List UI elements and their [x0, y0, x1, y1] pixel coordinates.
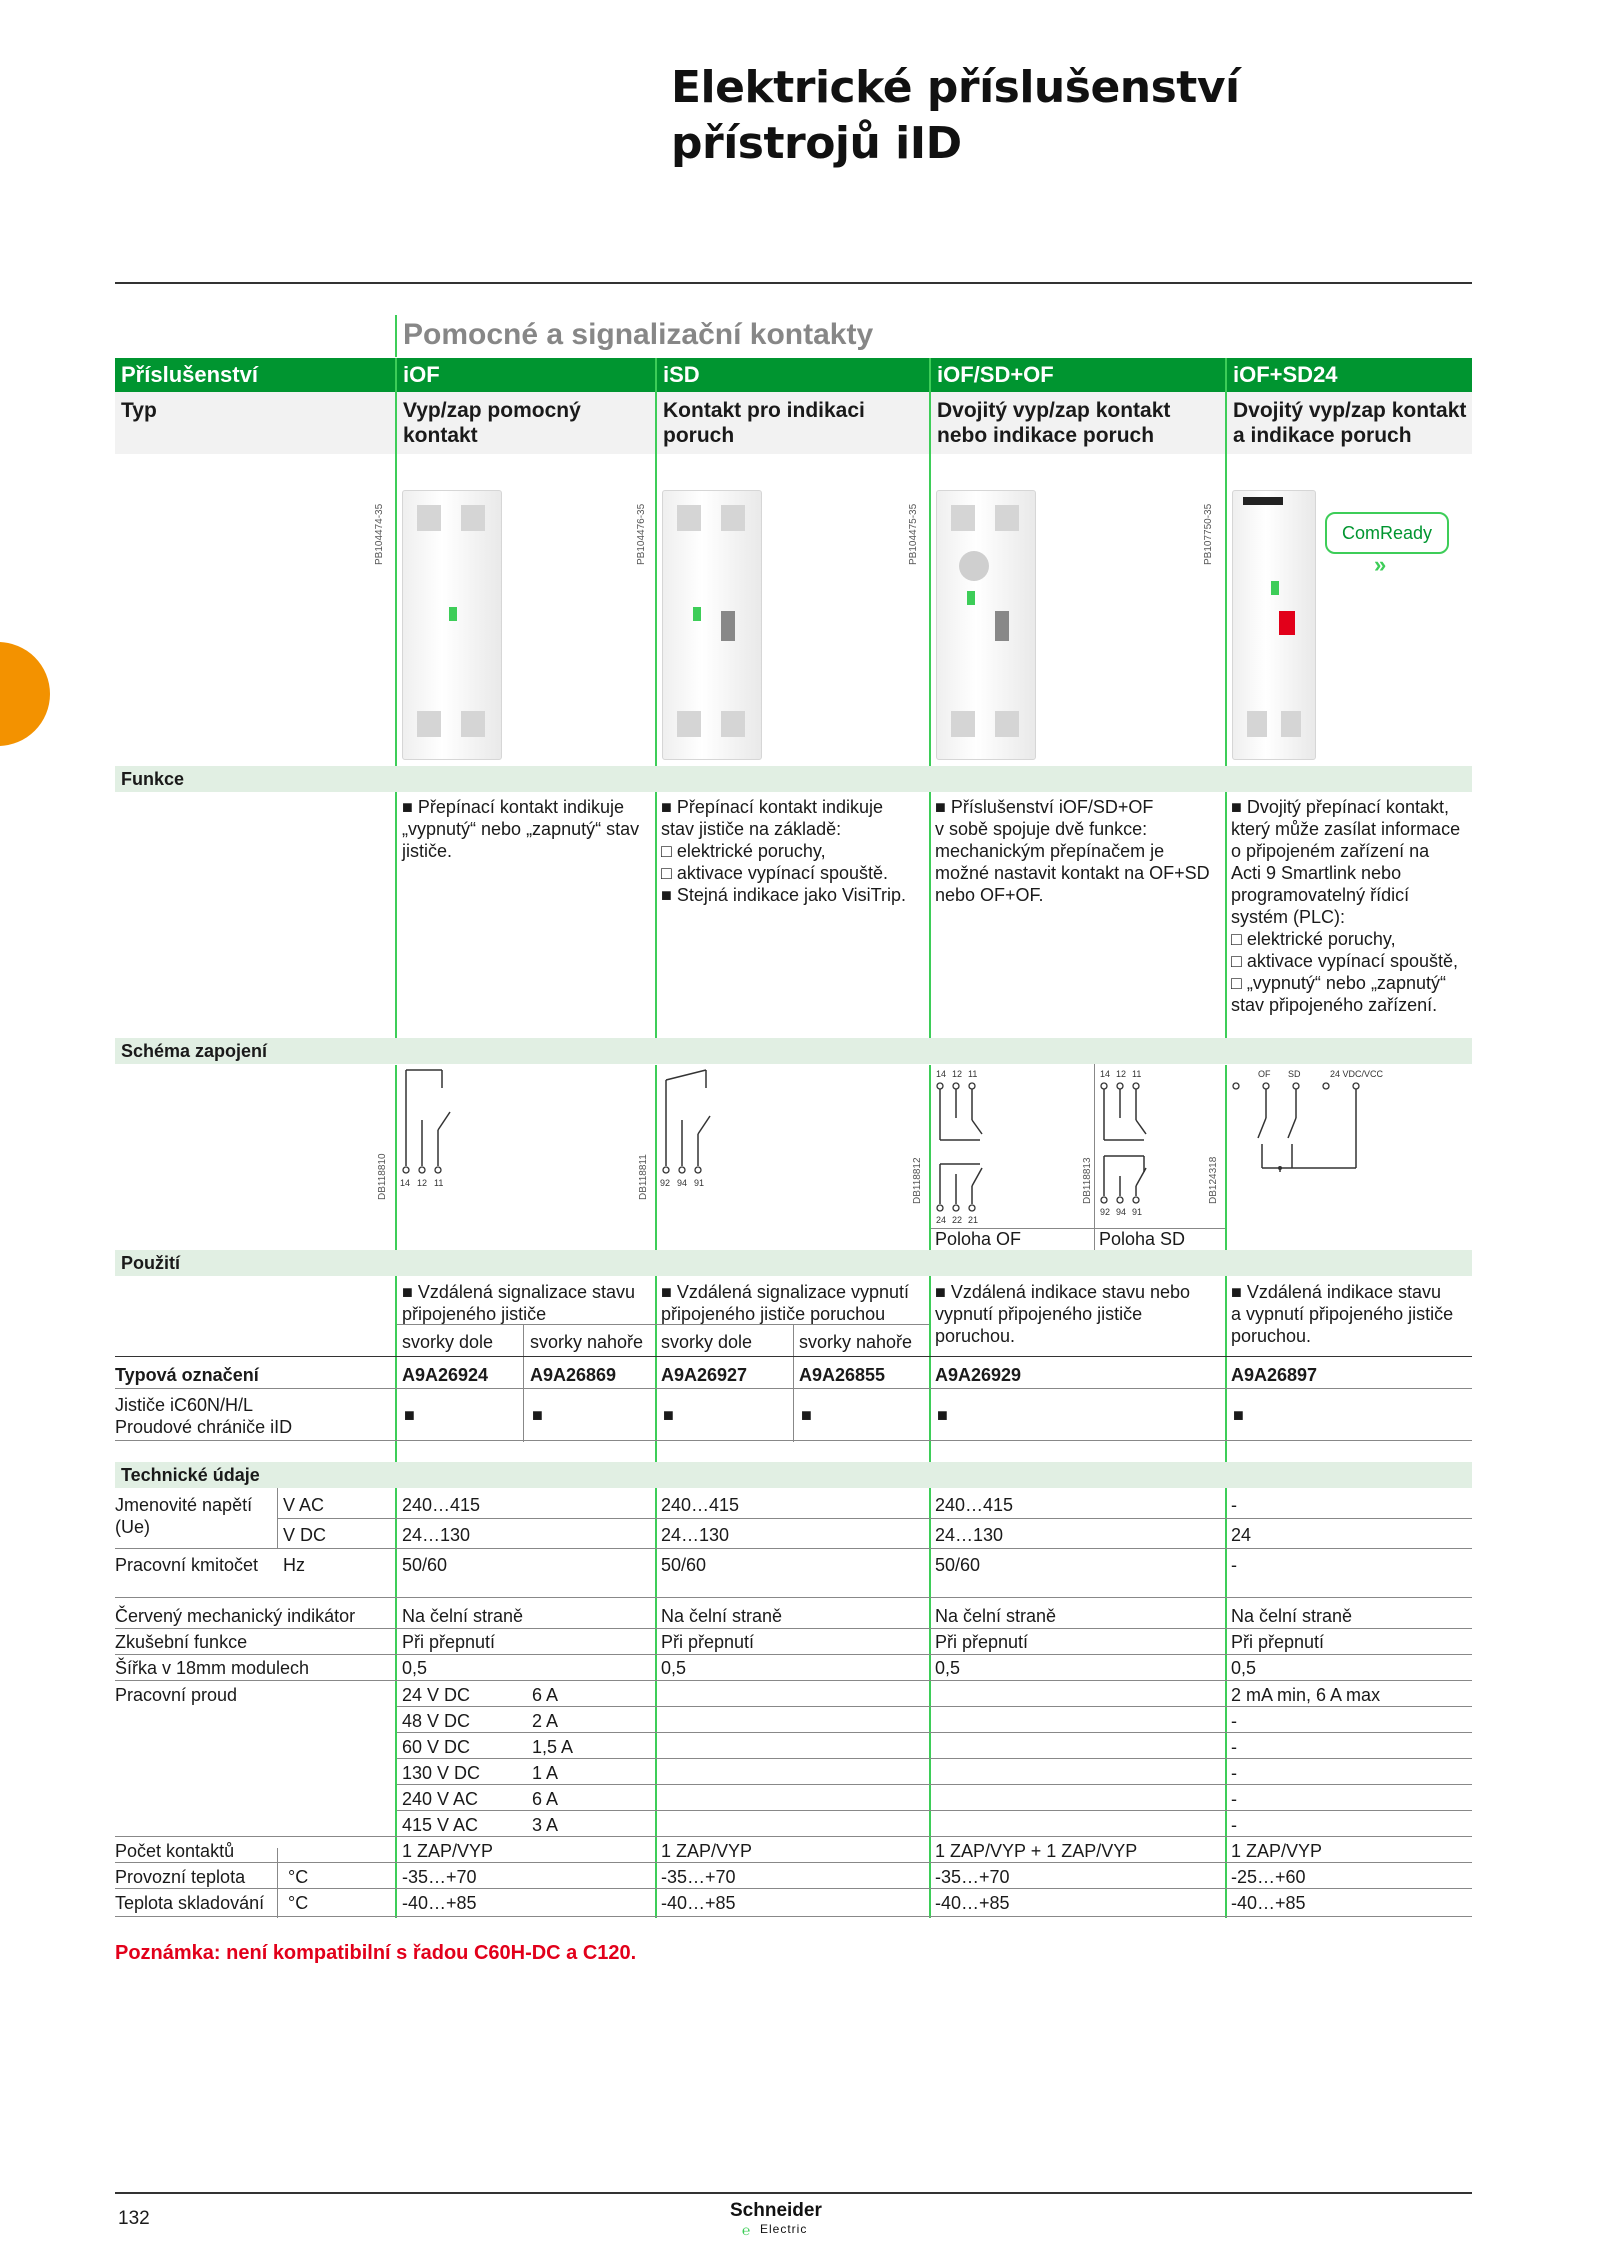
photo-ref-iof: PB104474-35: [374, 503, 385, 565]
title-line-1: Elektrické příslušenství: [671, 62, 1240, 113]
code-A9A26897: A9A26897: [1231, 1365, 1318, 1385]
column-divider: [655, 1276, 657, 1462]
vac-iofsdof: 240…415: [935, 1495, 1014, 1515]
cerveny-iofsd24: Na čelní straně: [1231, 1606, 1353, 1626]
product-image-iof: [402, 490, 502, 760]
sirka-isd: 0,5: [661, 1658, 687, 1678]
provoz-iofsdof: -35…+70: [935, 1867, 1010, 1887]
code-A9A26929: A9A26929: [935, 1365, 1022, 1385]
column-divider: [1225, 1488, 1227, 1918]
kmit-label: Pracovní kmitočet: [115, 1555, 259, 1575]
provoz-iof: -35…+70: [402, 1867, 477, 1887]
header-col-isd: iSD: [657, 358, 929, 392]
svg-text:14: 14: [400, 1178, 411, 1188]
zkus-iofsdof: Při přepnutí: [935, 1632, 1029, 1652]
pouziti-iofsdof: ■ Vzdálená indikace stavu nebo vypnutí připojeného jističe poruchou.: [935, 1282, 1191, 1346]
provoz-iofsd24: -25…+60: [1231, 1867, 1306, 1887]
unit-divider: [277, 1848, 278, 1918]
column-divider: [929, 1276, 931, 1462]
sklad-isd: -40…+85: [661, 1893, 736, 1913]
svg-text:11: 11: [968, 1069, 978, 1079]
svg-text:12: 12: [417, 1178, 428, 1188]
svg-text:91: 91: [694, 1178, 705, 1188]
proud-u-2: 48 V DC: [402, 1711, 471, 1731]
brand-mark-icon: ℮: [742, 2222, 751, 2238]
header-col-iofsdof: iOF/SD+OF: [931, 358, 1225, 392]
provoz-label: Provozní teplota: [115, 1867, 246, 1887]
sklad-iofsd24: -40…+85: [1231, 1893, 1306, 1913]
row-rule: [397, 1706, 1472, 1707]
pocet-iofsd24: 1 ZAP/VYP: [1231, 1841, 1323, 1861]
svg-text:22: 22: [952, 1215, 963, 1225]
row-rule: [115, 1916, 1472, 1917]
proud-i-6: 3 A: [532, 1815, 559, 1835]
column-divider: [395, 358, 397, 1038]
kmit-isd: 50/60: [661, 1555, 707, 1575]
column-divider: [395, 1488, 397, 1918]
proud-u-1: 24 V DC: [402, 1685, 471, 1705]
row-rule: [397, 1784, 1472, 1785]
wiring-diagram-iof: [402, 1070, 462, 1200]
pouziti-isd: ■ Vzdálená signalizace vypnutí připojeného jističe poruchou: [661, 1282, 910, 1324]
typ-iofsdof: Dvojitý vyp/zap kontakt nebo indikace poruch: [931, 392, 1225, 454]
sub-divider: [793, 1324, 794, 1442]
comready-badge: ComReady: [1325, 512, 1449, 554]
kmit-iofsd24: -: [1231, 1555, 1237, 1575]
svg-text:92: 92: [660, 1178, 671, 1188]
typova-top-rule: [115, 1356, 1472, 1357]
typ-iof: Vyp/zap pomocný kontakt: [397, 392, 655, 454]
header-col-iofsd24: iOF+SD24: [1227, 358, 1472, 392]
svg-text:91: 91: [1132, 1207, 1143, 1217]
schema-ref-sd24: DB124318: [1208, 1156, 1219, 1204]
funkce-iof: ■ Přepínací kontakt indikuje „vypnutý“ nebo „zapnutý“ stav jističe.: [402, 797, 640, 861]
code-A9A26855: A9A26855: [799, 1365, 886, 1385]
vdc-unit: V DC: [283, 1525, 327, 1545]
svg-text:24 VDC/VCC: 24 VDC/VCC: [1330, 1069, 1384, 1079]
row-rule: [115, 1628, 1472, 1629]
svg-text:94: 94: [1116, 1207, 1127, 1217]
compatibility-note: Poznámka: není kompatibilní s řadou C60H-DC a C120.: [115, 1942, 637, 1964]
wiring-diagram-iofsd24: [1232, 1068, 1412, 1188]
jmen-label: Jmenovité napětí (Ue): [115, 1495, 253, 1537]
schema-sub-divider: [1094, 1064, 1095, 1250]
kmit-unit: Hz: [283, 1555, 305, 1575]
typova-bottom-rule: [115, 1388, 1472, 1389]
code-A9A26924: A9A26924: [402, 1365, 489, 1385]
header-label: Příslušenství: [115, 358, 395, 392]
comready-chevron-icon: »: [1374, 552, 1387, 577]
sirka-label: Šířka v 18mm modulech: [115, 1658, 310, 1678]
funkce-iofsdof: ■ Příslušenství iOF/SD+OF v sobě spojuje dvě funkce: mechanickým přepínačem je možné nastavit kontakt na OF+SD nebo OF+OF.: [935, 797, 1210, 905]
sklad-iofsdof: -40…+85: [935, 1893, 1010, 1913]
funkce-isd: ■ Přepínací kontakt indikuje stav jističe na základě: □ elektrické poruchy, □ aktivace vypínací spouště. ■ Stejná indikace jako VisiTrip.: [661, 797, 906, 905]
proud-last-1: 2 mA min, 6 A max: [1231, 1685, 1381, 1705]
vdc-isd: 24…130: [661, 1525, 730, 1545]
jistice-bottom-rule: [115, 1440, 1472, 1441]
sub-svorky-dole-isd: svorky dole: [661, 1332, 753, 1352]
svg-text:12: 12: [952, 1069, 963, 1079]
schema-ref-sd: DB118813: [1082, 1157, 1093, 1204]
proud-last-6: -: [1231, 1815, 1237, 1835]
pouziti-iof: ■ Vzdálená signalizace stavu připojeného jističe: [402, 1282, 636, 1324]
cerveny-iofsdof: Na čelní straně: [935, 1606, 1057, 1626]
column-divider: [929, 1065, 931, 1250]
provoz-unit: °C: [288, 1867, 309, 1887]
zkus-label: Zkušební funkce: [115, 1632, 248, 1652]
svg-text:SD: SD: [1288, 1069, 1301, 1079]
pouziti-band: Použití: [115, 1250, 1472, 1276]
svg-text:92: 92: [1100, 1207, 1111, 1217]
sklad-unit: °C: [288, 1893, 309, 1913]
row-rule: [115, 1548, 1472, 1549]
typova-label: Typová označení: [115, 1365, 259, 1385]
vdc-iof: 24…130: [402, 1525, 471, 1545]
funkce-iofsd24: ■ Dvojitý přepínací kontakt, který může zasílat informace o připojeném zařízení na Acti 9 Smartlink nebo programovatelný řídicí systém (PLC): □ elektrické poruchy, □ aktivace vypínací spouště, □ „vypnutý“ nebo „zapnutý“ stav připojeného zařízení.: [1231, 797, 1461, 1015]
row-rule: [397, 1810, 1472, 1811]
svg-text:24: 24: [936, 1215, 947, 1225]
vac-unit: V AC: [283, 1495, 325, 1515]
sklad-label: Teplota skladování: [115, 1893, 265, 1913]
svg-text:14: 14: [936, 1069, 947, 1079]
cerveny-label: Červený mechanický indikátor: [115, 1606, 356, 1626]
tech-band: Technické údaje: [115, 1462, 1472, 1488]
header-col-iof: iOF: [397, 358, 655, 392]
row-rule: [115, 1836, 1472, 1837]
sub-svorky-nahore-iof: svorky nahoře: [530, 1332, 644, 1352]
photo-ref-iofsd24: PB107750-35: [1203, 503, 1214, 565]
wiring-diagram-poloha-of: [936, 1068, 1046, 1228]
product-image-isd: [662, 490, 762, 760]
proud-last-2: -: [1231, 1711, 1237, 1731]
proud-i-4: 1 A: [532, 1763, 559, 1783]
proud-last-5: -: [1231, 1789, 1237, 1809]
column-divider: [655, 1488, 657, 1918]
jistice-label: Jističe iC60N/H/L Proudové chrániče iID: [115, 1395, 293, 1437]
column-divider: [655, 358, 657, 1038]
row-rule: [115, 1862, 1472, 1863]
pouziti-iofsd24: ■ Vzdálená indikace stavu a vypnutí připojeného jističe poruchou.: [1231, 1282, 1454, 1346]
row-rule: [115, 1597, 1472, 1598]
brand-logo: Schneider: [730, 2200, 822, 2221]
proud-u-6: 415 V AC: [402, 1815, 479, 1835]
sub-svorky-dole-iof: svorky dole: [402, 1332, 494, 1352]
column-divider: [1225, 1065, 1227, 1250]
schema-band: Schéma zapojení: [115, 1038, 1472, 1064]
sub-divider: [523, 1324, 524, 1442]
vdc-iofsd24: 24: [1231, 1525, 1252, 1545]
section-title: Pomocné a signalizační kontakty: [403, 318, 874, 351]
sirka-iofsd24: 0,5: [1231, 1658, 1257, 1678]
svg-text:21: 21: [968, 1215, 979, 1225]
code-A9A26869: A9A26869: [530, 1365, 617, 1385]
brand-logo-sub: Electric: [760, 2222, 808, 2236]
page-number: 132: [118, 2208, 150, 2229]
page-title: [671, 60, 1240, 172]
proud-i-5: 6 A: [532, 1789, 559, 1809]
schema-ref-isd: DB118811: [638, 1154, 649, 1200]
proud-i-1: 6 A: [532, 1685, 559, 1705]
proud-u-3: 60 V DC: [402, 1737, 471, 1757]
svg-text:14: 14: [1100, 1069, 1111, 1079]
compat-mark-3: ■: [663, 1405, 674, 1425]
proud-u-5: 240 V AC: [402, 1789, 479, 1809]
cerveny-iof: Na čelní straně: [402, 1606, 524, 1626]
svg-text:12: 12: [1116, 1069, 1127, 1079]
zkus-isd: Při přepnutí: [661, 1632, 755, 1652]
title-divider: [115, 282, 1472, 284]
svg-text:11: 11: [1132, 1069, 1142, 1079]
section-marker: [395, 315, 397, 357]
compat-mark-2: ■: [532, 1405, 543, 1425]
pocet-iof: 1 ZAP/VYP: [402, 1841, 494, 1861]
product-image-iofsdof: [936, 490, 1036, 760]
column-divider: [929, 358, 931, 1038]
typ-label: Typ: [115, 392, 395, 454]
wiring-diagram-isd: [662, 1070, 732, 1200]
column-divider: [655, 1065, 657, 1250]
sub-header-rule: [397, 1324, 929, 1325]
row-rule: [397, 1758, 1472, 1759]
footer-divider: [115, 2192, 1472, 2194]
pocet-label: Počet kontaktů: [115, 1841, 235, 1861]
photo-ref-isd: PB104476-35: [636, 503, 647, 565]
proud-i-2: 2 A: [532, 1711, 559, 1731]
column-divider: [929, 1488, 931, 1918]
vac-iofsd24: -: [1231, 1495, 1237, 1515]
schema-ref-of: DB118812: [912, 1157, 923, 1204]
kmit-iofsdof: 50/60: [935, 1555, 981, 1575]
photo-ref-iofsdof: PB104475-35: [908, 503, 919, 565]
typ-isd: Kontakt pro indikaci poruch: [657, 392, 929, 454]
sirka-iof: 0,5: [402, 1658, 428, 1678]
kmit-iof: 50/60: [402, 1555, 448, 1575]
compat-mark-4: ■: [801, 1405, 812, 1425]
column-divider: [1225, 358, 1227, 1038]
compat-mark-1: ■: [404, 1405, 415, 1425]
proud-label: Pracovní proud: [115, 1685, 238, 1705]
schema-ref-iof: DB118810: [377, 1153, 388, 1200]
cerveny-isd: Na čelní straně: [661, 1606, 783, 1626]
title-line-2: přístrojů iID: [671, 118, 962, 169]
caption-poloha-of: Poloha OF: [935, 1229, 1022, 1249]
zkus-iofsd24: Při přepnutí: [1231, 1632, 1325, 1652]
proud-i-3: 1,5 A: [532, 1737, 574, 1757]
row-rule: [277, 1518, 1472, 1519]
proud-u-4: 130 V DC: [402, 1763, 481, 1783]
proud-last-3: -: [1231, 1737, 1237, 1757]
funkce-band: Funkce: [115, 766, 1472, 792]
section-tab-marker: [0, 642, 50, 746]
sub-svorky-nahore-isd: svorky nahoře: [799, 1332, 913, 1352]
compat-mark-6: ■: [1233, 1405, 1244, 1425]
provoz-isd: -35…+70: [661, 1867, 736, 1887]
column-divider: [395, 1276, 397, 1462]
column-divider: [1225, 1276, 1227, 1462]
svg-text:11: 11: [434, 1178, 444, 1188]
vdc-iofsdof: 24…130: [935, 1525, 1004, 1545]
sirka-iofsdof: 0,5: [935, 1658, 961, 1678]
vac-isd: 240…415: [661, 1495, 740, 1515]
wiring-diagram-poloha-sd: [1100, 1068, 1210, 1228]
pocet-isd: 1 ZAP/VYP: [661, 1841, 753, 1861]
row-rule: [115, 1680, 1472, 1681]
svg-text:OF: OF: [1258, 1069, 1271, 1079]
typ-iofsd24: Dvojitý vyp/zap kontakt a indikace poruch: [1227, 392, 1472, 454]
column-divider: [395, 1065, 397, 1250]
sklad-iof: -40…+85: [402, 1893, 477, 1913]
svg-text:94: 94: [677, 1178, 688, 1188]
zkus-iof: Při přepnutí: [402, 1632, 496, 1652]
compat-mark-5: ■: [937, 1405, 948, 1425]
caption-poloha-sd: Poloha SD: [1099, 1229, 1186, 1249]
vac-iof: 240…415: [402, 1495, 481, 1515]
row-rule: [115, 1888, 1472, 1889]
code-A9A26927: A9A26927: [661, 1365, 748, 1385]
pocet-iofsdof: 1 ZAP/VYP + 1 ZAP/VYP: [935, 1841, 1138, 1861]
product-image-iofsd24: [1232, 490, 1316, 760]
row-rule: [397, 1732, 1472, 1733]
proud-last-4: -: [1231, 1763, 1237, 1783]
row-rule: [115, 1654, 1472, 1655]
